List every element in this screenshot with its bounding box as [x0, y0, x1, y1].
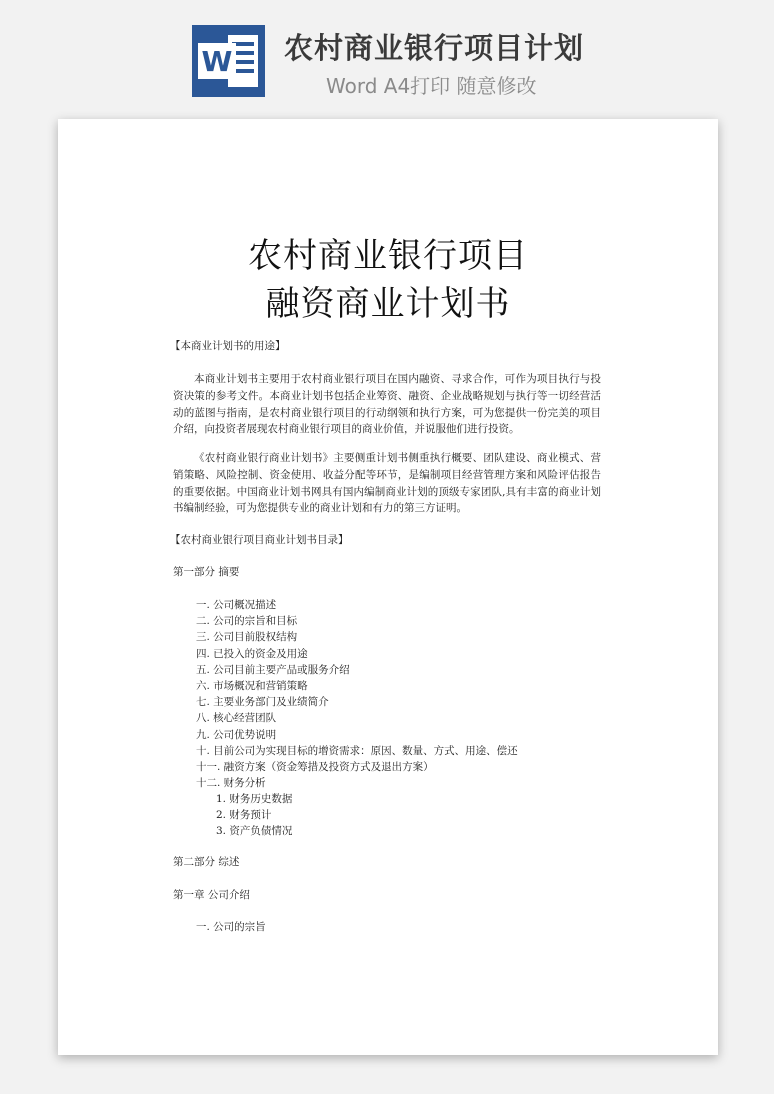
toc-item: 十. 目前公司为实现目标的增资需求：原因、数量、方式、用途、偿还	[196, 744, 518, 757]
toc-item: 八. 核心经营团队	[196, 712, 277, 725]
toc-subitem: 1. 财务历史数据	[216, 793, 293, 805]
banner-subtitle: Word A4打印 随意修改	[326, 74, 537, 98]
purpose-paragraph-2: 《农村商业银行商业计划书》主要侧重计划书侧重执行概要、团队建设、商业模式、营销策略、风险控制、资金使用、收益分配等环节，是编制项目经营管理方案和风险评估报告的重要依据。中国商业计划书网具有国内编制商业计划的顶级专家团队,具有丰富的商业计划书编制经验，可为您提供专业的商业计划和有力的第三方证明。	[173, 452, 601, 515]
toc-item: 九. 公司优势说明	[196, 728, 277, 741]
document-title-line1: 农村商业银行项目	[248, 236, 528, 276]
purpose-paragraph-1: 本商业计划书主要用于农村商业银行项目在国内融资、寻求合作，可作为项目执行与投资决策的参考文件。本商业计划书包括企业筹资、融资、企业战略规划与执行等一切经营活动的蓝图与指南，是农村商业银行项目的行动纲领和执行方案，可为您提供一份完美的项目介绍，向投资者展现农村商业银行项目的商业价值，并说服他们进行投资。	[173, 373, 601, 436]
toc-item: 十一. 融资方案（资金筹措及投资方式及退出方案）	[196, 760, 434, 773]
toc-item: 七. 主要业务部门及业绩简介	[196, 696, 329, 709]
part1-heading: 第一部分 摘要	[173, 566, 240, 578]
toc-item: 四. 已投入的资金及用途	[196, 647, 308, 660]
word-doc-icon	[192, 25, 265, 97]
toc-subitem: 2. 财务预计	[216, 809, 272, 822]
chapter1-item-1: 一. 公司的宗旨	[196, 921, 266, 933]
document-title-line2: 融资商业计划书	[265, 284, 511, 324]
part2-heading: 第二部分 综述	[173, 856, 240, 868]
toc-subitem: 3. 资产负债情况	[216, 825, 293, 838]
toc-heading: 【农村商业银行项目商业计划书目录】	[170, 534, 349, 546]
toc-item: 一. 公司概况描述	[196, 599, 277, 611]
document-page	[58, 119, 718, 1055]
toc-item: 三. 公司目前股权结构	[196, 631, 298, 644]
toc-list	[196, 597, 518, 791]
banner	[0, 0, 774, 110]
banner-title: 农村商业银行项目计划	[284, 31, 585, 65]
purpose-heading: 【本商业计划书的用途】	[170, 340, 286, 352]
toc-item: 十二. 财务分析	[196, 777, 266, 790]
toc-item: 五. 公司目前主要产品或服务介绍	[196, 663, 350, 676]
toc-sublist	[216, 791, 292, 840]
toc-item: 二. 公司的宗旨和目标	[196, 615, 298, 628]
chapter1-heading: 第一章 公司介绍	[173, 889, 250, 901]
svg-text:W: W	[201, 45, 233, 78]
toc-item: 六. 市场概况和营销策略	[196, 679, 308, 692]
